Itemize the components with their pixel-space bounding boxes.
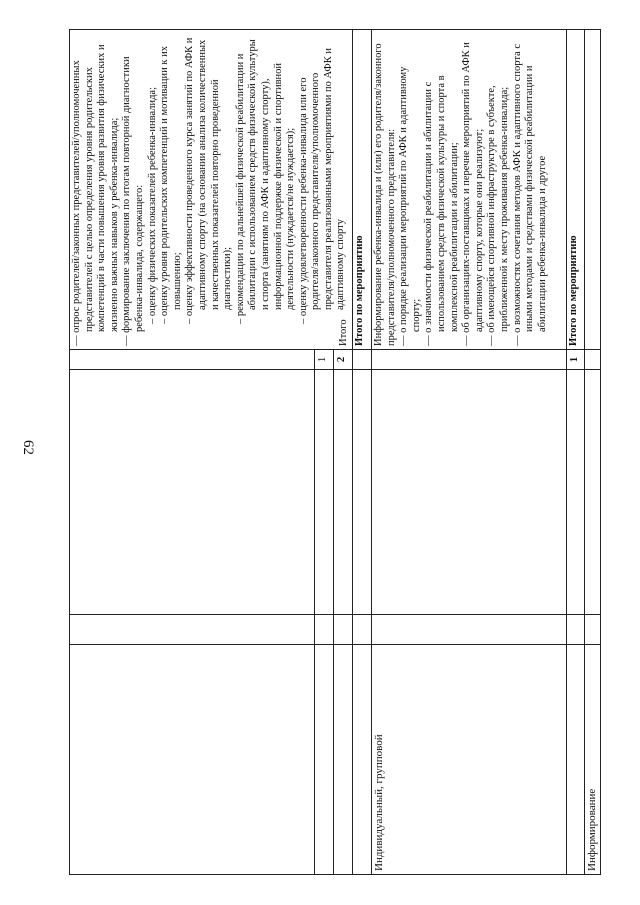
cell-empty xyxy=(334,645,353,875)
list-item: – оценку удовлетворенности ребенка-инвалида или его родителя/законного представителя/уполномоченного представителя реализованными мероприятиями по АФК и адаптивному спорту xyxy=(297,48,347,324)
format-cell: Индивидуальный, групповой xyxy=(372,645,567,875)
cell-empty xyxy=(567,370,585,615)
cell-empty xyxy=(372,615,567,645)
cell-empty xyxy=(70,370,315,615)
list-item: — об организациях-поставщиках и перечне мероприятий по АФК и адаптивному спорту, которые они реализуют; xyxy=(461,42,485,346)
cell-empty xyxy=(372,350,567,370)
cell-empty xyxy=(567,645,585,875)
event-name-cell-empty xyxy=(70,645,315,875)
cell-empty xyxy=(334,370,353,615)
table-row xyxy=(372,30,567,875)
cell-empty xyxy=(315,615,334,645)
event-name-cell: Информирование xyxy=(585,645,601,875)
cell-empty xyxy=(353,645,372,875)
rotated-page xyxy=(69,30,598,875)
list-item: — о возможностях сочетания методов АФК и адаптивного спорта с иными методами и средствами физической реабилитации и абилитации ребенка-инвалида и другое xyxy=(511,44,548,346)
format-cell-empty xyxy=(70,615,315,645)
list-item: — о порядке реализации мероприятий по АФК и адаптивному спорту; xyxy=(398,66,422,346)
itogo-po-count: 2 xyxy=(334,350,353,370)
cell-empty xyxy=(70,350,315,370)
table-row xyxy=(585,30,601,875)
itogo-count: 1 xyxy=(315,350,334,370)
cell-empty xyxy=(585,370,601,615)
cell-empty xyxy=(567,615,585,645)
itogo-label: Итого xyxy=(338,319,350,346)
cell-empty xyxy=(353,350,372,370)
list-item: – оценку физических показателей ребенка-инвалида; xyxy=(146,87,158,324)
table-row xyxy=(567,30,585,875)
itogo-po-label-second: Итого по мероприятию xyxy=(567,30,585,350)
list-item: — формирование заключения по итогам повторной диагностики ребенка-инвалида, содержащего: xyxy=(121,56,145,346)
itogo-po-label: Итого по мероприятию xyxy=(353,30,372,350)
table-row xyxy=(70,30,315,875)
cell-empty xyxy=(315,370,334,615)
cell-empty xyxy=(585,30,601,350)
list-item: — о значимости физической реабилитации и абилитации с использованием средств физической культуры и спорта в комплексной реабилитации и абилитации; xyxy=(423,75,460,346)
content-cell-second xyxy=(372,30,567,350)
cell-empty xyxy=(585,615,601,645)
list-item: – рекомендации по дальнейшей физической реабилитации и абилитации с использованием средств физической культуры и спорта (занятиям по АФК и адаптивному спорту), информационной поддержке физической и спортивной деятельности (нуждается/не нуждается); xyxy=(234,39,297,324)
events-table xyxy=(69,29,601,875)
cell-empty xyxy=(585,350,601,370)
list-item: – оценку уровня родительских компетенций и мотивации к их повышению; xyxy=(159,46,183,324)
cell-empty xyxy=(353,370,372,615)
itogo-po-count-second: 1 xyxy=(567,350,585,370)
page-number: 62 xyxy=(20,440,36,455)
list-item: – оценку эффективности проведенного курса занятий по АФК и адаптивному спорту (на основании анализа количественных и качественных показателей повторно проведенной диагностики); xyxy=(184,37,234,324)
cell-empty xyxy=(334,615,353,645)
table-row xyxy=(353,30,372,875)
cell-empty xyxy=(372,370,567,615)
list-item: — об имеющейся спортивной инфраструктуре в субъекте, приближенной к месту проживания ребенка-инвалида; xyxy=(486,85,510,346)
cell-empty xyxy=(353,615,372,645)
list-item: — опрос родителей/законных представителей/уполномоченных представителей с целью определения уровня родительских компетенций в части повышения уровня развития физических и жизненно важных навыков у ребенка-инвалида; xyxy=(71,44,120,346)
list-item: Информирование ребенка-инвалида и (или) его родителя/законного представителя/уполномоченного представителя: xyxy=(373,43,397,346)
cell-empty xyxy=(315,645,334,875)
content-cell-first xyxy=(70,30,353,350)
